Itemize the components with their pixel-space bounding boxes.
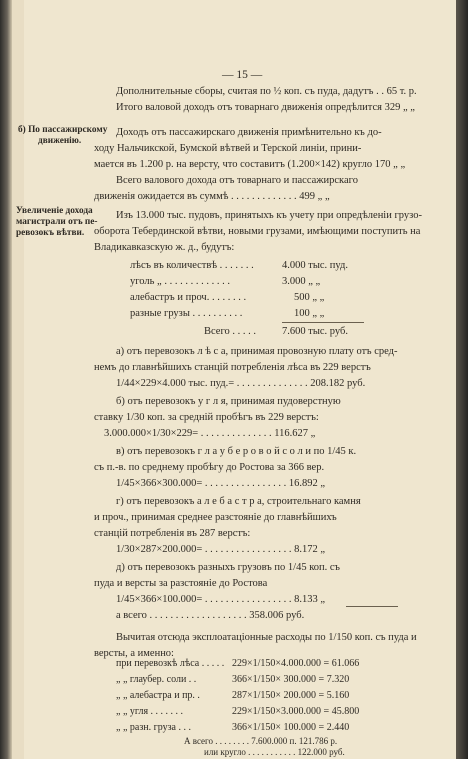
formula-line: 1/30×287×200.000= . . . . . . . . . . . . . . . . . 8.172 „ [116,544,326,555]
text-line: Итого валовой доходъ отъ товарнаго движенія опредѣлится 329 „ „ [116,102,415,113]
expense-total: А всего . . . . . . . . 7.600.000 п. 121.786 р. [184,736,338,746]
text-line: Доходъ отъ пассажирскаго движенія примѣнительно къ до- [116,127,382,138]
goods-qty: 4.000 тыс. пуд. [282,260,348,271]
text-line: Дополнительные сборы, считая по ½ коп. съ пуда, дадутъ . . 65 т. р. [116,86,417,97]
text-line: немъ до главнѣйшихъ станцій потребленія лѣса въ 229 верстъ [94,362,371,373]
text-line: д) отъ перевозокъ разныхъ грузовъ по 1/45 коп. съ [116,562,340,573]
text-line: г) отъ перевозокъ а л е б а с т р а, строительнаго камня [116,496,361,507]
margin-heading: ревозокъ вѣтви. [16,228,85,238]
expense-formula: 229×1/150×4.000.000 = 61.066 [232,658,360,669]
text-line: станцій потребленія въ 287 верстъ: [94,528,251,539]
document-page [16,0,456,759]
text-line: Вычитая отсюда эксплоатаціонные расходы по 1/150 коп. съ пуда и [116,632,417,643]
text-line: в) отъ перевозокъ г л а у б е р о в о й с о л и по 1/45 к. [116,446,357,457]
expense-formula: 287×1/150× 200.000 = 5.160 [232,690,350,701]
expense-formula: 229×1/150×3.000.000 = 45.800 [232,706,360,717]
sum-rule [346,606,398,607]
text-line: Изъ 13.000 тыс. пудовъ, принятыхъ къ учету при опредѣленіи грузо- [116,210,422,221]
expense-label: при перевозкѣ лѣса . . . . . [116,658,225,669]
expense-label: „ „ алебастра и пр. . [116,690,200,701]
expense-label: „ „ разн. груза . . . [116,722,191,733]
text-line: б) отъ перевозокъ у г л я, принимая пудоверстную [116,396,341,407]
expense-label: „ „ угля . . . . . . . [116,706,184,717]
text-line: мается въ 1.200 р. на версту, что составитъ (1.200×142) кругло 170 „ „ [94,159,406,170]
formula-line: 1/45×366×300.000= . . . . . . . . . . . . . . . . 16.892 „ [116,478,326,489]
formula-line: 3.000.000×1/30×229= . . . . . . . . . . . . . . 116.627 „ [104,428,316,439]
goods-total-label: Всего . . . . . [204,326,256,337]
binding-shadow-left [0,0,12,759]
text-line: оборота Тебердинской вѣтви, новыми грузами, имѣющими поступить на [94,226,421,237]
goods-name: разные грузы . . . . . . . . . . [130,308,243,319]
goods-qty: 500 „ „ [294,292,325,303]
sum-rule [282,322,364,323]
margin-heading: б) По пассажирскому [18,125,108,135]
text-line: движенія ожидается въ суммѣ . . . . . . . . . . . . . 499 „ „ [94,191,330,202]
calc-total: а всего . . . . . . . . . . . . . . . . . . . 358.006 руб. [116,610,305,621]
goods-name: лѣсъ въ количествѣ . . . . . . . [130,260,254,271]
text-line: Всего валового дохода отъ товарнаго и пассажирскаго [116,175,358,186]
page-number: — 15 — [222,69,263,81]
binding-shadow-right [456,0,468,759]
text-line: а) отъ перевозокъ л ѣ с а, принимая провозную плату отъ сред- [116,346,398,357]
goods-qty: 3.000 „ „ [282,276,321,287]
text-line: пуда и версты за разстояніе до Ростова [94,578,268,589]
margin-heading: движенію. [38,136,82,146]
expense-total-rounded: или кругло . . . . . . . . . . . 122.000 руб. [204,747,345,757]
goods-name: алебастръ и проч. . . . . . . . [130,292,247,303]
text-line: съ п.-в. по среднему пробѣгу до Ростова за 366 вер. [94,462,325,473]
formula-line: 1/44×229×4.000 тыс. пуд.= . . . . . . . . . . . . . . 208.182 руб. [116,378,366,389]
goods-name: уголь „ . . . . . . . . . . . . . [130,276,230,287]
margin-heading: магистрали отъ пе- [16,217,98,227]
expense-formula: 366×1/150× 300.000 = 7.320 [232,674,350,685]
text-line: версты, а именно: [94,648,174,659]
formula-line: 1/45×366×100.000= . . . . . . . . . . . . . . . . . 8.133 „ [116,594,326,605]
text-line: Владикавказскую ж. д., будутъ: [94,242,235,253]
margin-heading: Увеличеніе дохода [16,206,93,216]
goods-total-value: 7.600 тыс. руб. [282,326,348,337]
goods-qty: 100 „ „ [294,308,325,319]
expense-label: „ „ глаубер. соли . . [116,674,197,685]
text-line: ходу Нальчикской, Бумской вѣтвей и Терской линіи, прини- [94,143,362,154]
expense-formula: 366×1/150× 100.000 = 2.440 [232,722,350,733]
text-line: ставку 1/30 коп. за средній пробѣгъ въ 229 верстъ: [94,412,319,423]
text-line: и проч., принимая среднее разстояніе до главнѣйшихъ [94,512,337,523]
